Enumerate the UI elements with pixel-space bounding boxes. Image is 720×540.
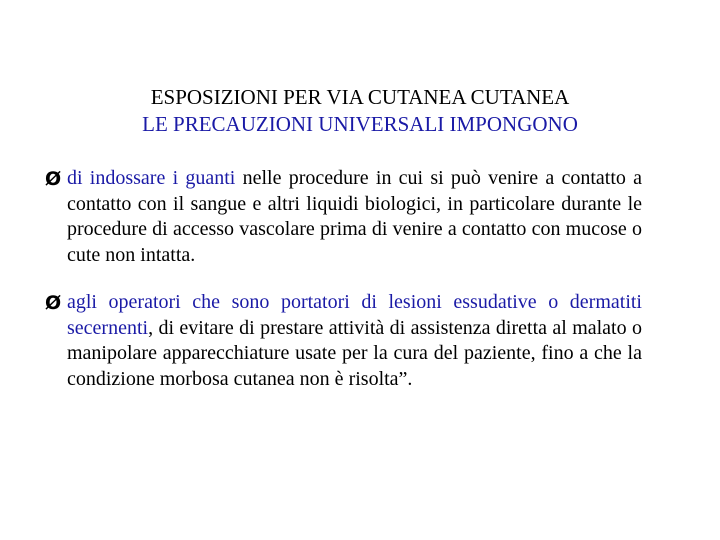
bullet-body: nelle procedure in cui si può venire a contatto a contatto con il sangue e altri liquidi biologici, in particolare durante le procedure di accesso vascolare prima di venire a contatto con mucose o cute non intatta. <box>67 167 643 266</box>
slide-title <box>0 84 720 138</box>
bullet-highlight: di indossare i guanti <box>67 167 236 189</box>
title-line-2: LE PRECAUZIONI UNIVERSALI IMPONGONO <box>142 112 578 136</box>
bullet-body: , di evitare di prestare attività di assistenza diretta al malato o manipolare apparecchiature usate per la cura del paziente, fino a che la condizione morbosa cutanea non è risolta”. <box>67 316 642 390</box>
bullet-text <box>67 290 642 392</box>
bullet-item <box>45 290 642 392</box>
arrow-bullet-icon: Ø <box>45 292 62 314</box>
bullet-text <box>67 166 642 268</box>
bullet-list <box>45 166 642 414</box>
title-line-1: ESPOSIZIONI PER VIA CUTANEA CUTANEA <box>150 85 570 109</box>
bullet-item <box>45 166 642 268</box>
bullet-highlight: agli operatori che sono portatori di lesioni essudative o dermatiti secernenti <box>67 291 642 339</box>
arrow-bullet-icon: Ø <box>45 168 62 190</box>
